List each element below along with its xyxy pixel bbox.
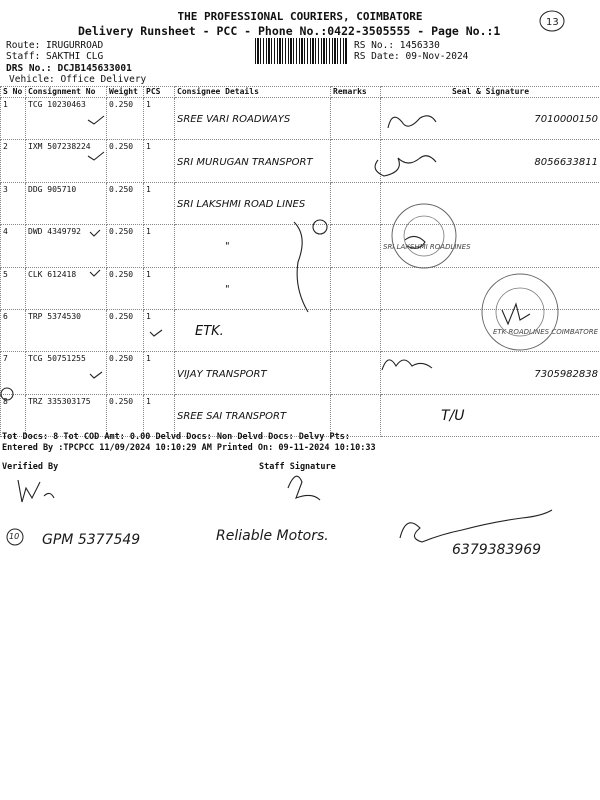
totals-line: Tot Docs: 8 Tot COD Amt: 0.00 Delvd Docs: Non Delvd Docs: Delvy Pts: — [2, 432, 350, 442]
verified-signature — [18, 480, 54, 502]
cell-seal: 7010000150 — [381, 98, 600, 140]
signature-row-6 — [502, 304, 530, 324]
cell-consignment: DWD 4349792 — [26, 225, 107, 267]
cell-consignee: SRI MURUGAN TRANSPORT — [175, 140, 331, 182]
tick-mark — [88, 116, 162, 378]
cell-consignee: SREE SAI TRANSPORT — [175, 394, 331, 436]
cell-consignee: " — [175, 225, 331, 267]
cell-weight: 0.250 — [107, 140, 144, 182]
cell-sno: 5 — [1, 267, 26, 309]
vehicle-label: Vehicle: Office Delivery — [9, 74, 147, 85]
entered-printed-line: Entered By :TPCPCC 11/09/2024 10:10:29 AM Printed On: 09-11-2024 10:10:33 — [2, 443, 376, 453]
cell-weight: 0.250 — [107, 225, 144, 267]
cell-consignee: VIJAY TRANSPORT — [175, 352, 331, 394]
signature-row-1 — [388, 116, 436, 128]
cell-consignment: TRZ 335303175 — [26, 394, 107, 436]
cell-consignment: TCG 10230463 — [26, 98, 107, 140]
cell-weight: 0.250 — [107, 98, 144, 140]
circled-8-mark — [1, 388, 13, 400]
cell-weight: 0.250 — [107, 352, 144, 394]
col-header-seal: Seal & Signature — [381, 87, 600, 98]
cell-consignment: DDG 905710 — [26, 182, 107, 224]
cell-pcs: 1 — [144, 352, 175, 394]
cell-consignee: SRI LAKSHMI ROAD LINES — [175, 182, 331, 224]
curve-mark-row-3 — [294, 222, 308, 312]
drs-number: DRS No.: DCJB145633001 — [6, 63, 132, 74]
cell-consignee: " — [175, 267, 331, 309]
cell-consignee: SREE VARI ROADWAYS — [175, 98, 331, 140]
col-header-weight: Weight — [107, 87, 144, 98]
cell-sno: 6 — [1, 309, 26, 351]
cell-weight: 0.250 — [107, 182, 144, 224]
signature-row-2 — [375, 156, 436, 176]
cell-consignment: CLK 612418 — [26, 267, 107, 309]
cell-sno: 2 — [1, 140, 26, 182]
company-name: THE PROFESSIONAL COURIERS, COIMBATORE — [177, 10, 423, 23]
signature-row-7 — [382, 360, 432, 370]
cell-sno: 1 — [1, 98, 26, 140]
cell-sno: 3 — [1, 182, 26, 224]
staff-label: Staff: SAKTHI CLG — [6, 51, 104, 62]
cell-pcs: 1 — [144, 309, 175, 351]
rs-date: RS Date: 09-Nov-2024 — [354, 51, 469, 62]
cell-sno: 4 — [1, 225, 26, 267]
cell-weight: 0.250 — [107, 309, 144, 351]
extra-consignment-handwritten: GPM 5377549 — [42, 532, 141, 548]
cell-pcs: 1 — [144, 98, 175, 140]
seal-row-4 — [392, 204, 456, 268]
cell-consignment: IXM 507238224 — [26, 140, 107, 182]
route-label: Route: IRUGURROAD — [6, 40, 104, 51]
extra-consignee-handwritten: Reliable Motors. — [216, 528, 329, 544]
circled-number: 10 — [9, 532, 20, 541]
verified-by-label: Verified By — [2, 462, 59, 472]
col-header-sno: S No — [1, 87, 26, 98]
seal-row-6 — [482, 274, 558, 350]
staff-signature-label: Staff Signature — [259, 462, 336, 472]
cell-pcs: 1 — [144, 267, 175, 309]
cell-pcs: 1 — [144, 140, 175, 182]
col-header-consignment: Consignment No — [26, 87, 107, 98]
cell-weight: 0.250 — [107, 267, 144, 309]
rs-number: RS No.: 1456330 — [354, 40, 440, 51]
staff-signature-mark — [288, 476, 320, 500]
cell-sno: 7 — [1, 352, 26, 394]
page-mark-number: 13 — [546, 17, 559, 28]
cell-seal: ETK ROADLINES COIMBATORE — [381, 309, 600, 351]
cell-sno: 8 — [1, 394, 26, 436]
cell-seal: 7305982838 — [381, 352, 600, 394]
cell-pcs: 1 — [144, 225, 175, 267]
signature-row-4 — [405, 236, 425, 248]
cell-pcs: 1 — [144, 394, 175, 436]
runsheet-title: Delivery Runsheet - PCC - Phone No.:0422-3505555 - Page No.:1 — [78, 24, 501, 38]
circled-3-mark — [313, 220, 327, 234]
seal-row-4-inner — [404, 216, 444, 256]
cell-consignment: TRP 5374530 — [26, 309, 107, 351]
extra-phone-handwritten: 6379383969 — [452, 542, 542, 558]
cell-consignment: TCG 50751255 — [26, 352, 107, 394]
cell-consignee: ETK. — [175, 309, 331, 351]
cell-pcs: 1 — [144, 182, 175, 224]
col-header-consignee: Consignee Details — [175, 87, 331, 98]
cell-seal: 8056633811 — [381, 140, 600, 182]
cell-weight: 0.250 — [107, 394, 144, 436]
cell-seal: SRI LAKSHMI ROADLINES — [381, 225, 600, 267]
cell-seal: T/U — [381, 394, 600, 436]
col-header-remarks: Remarks — [331, 87, 381, 98]
col-header-pcs: PCS — [144, 87, 175, 98]
